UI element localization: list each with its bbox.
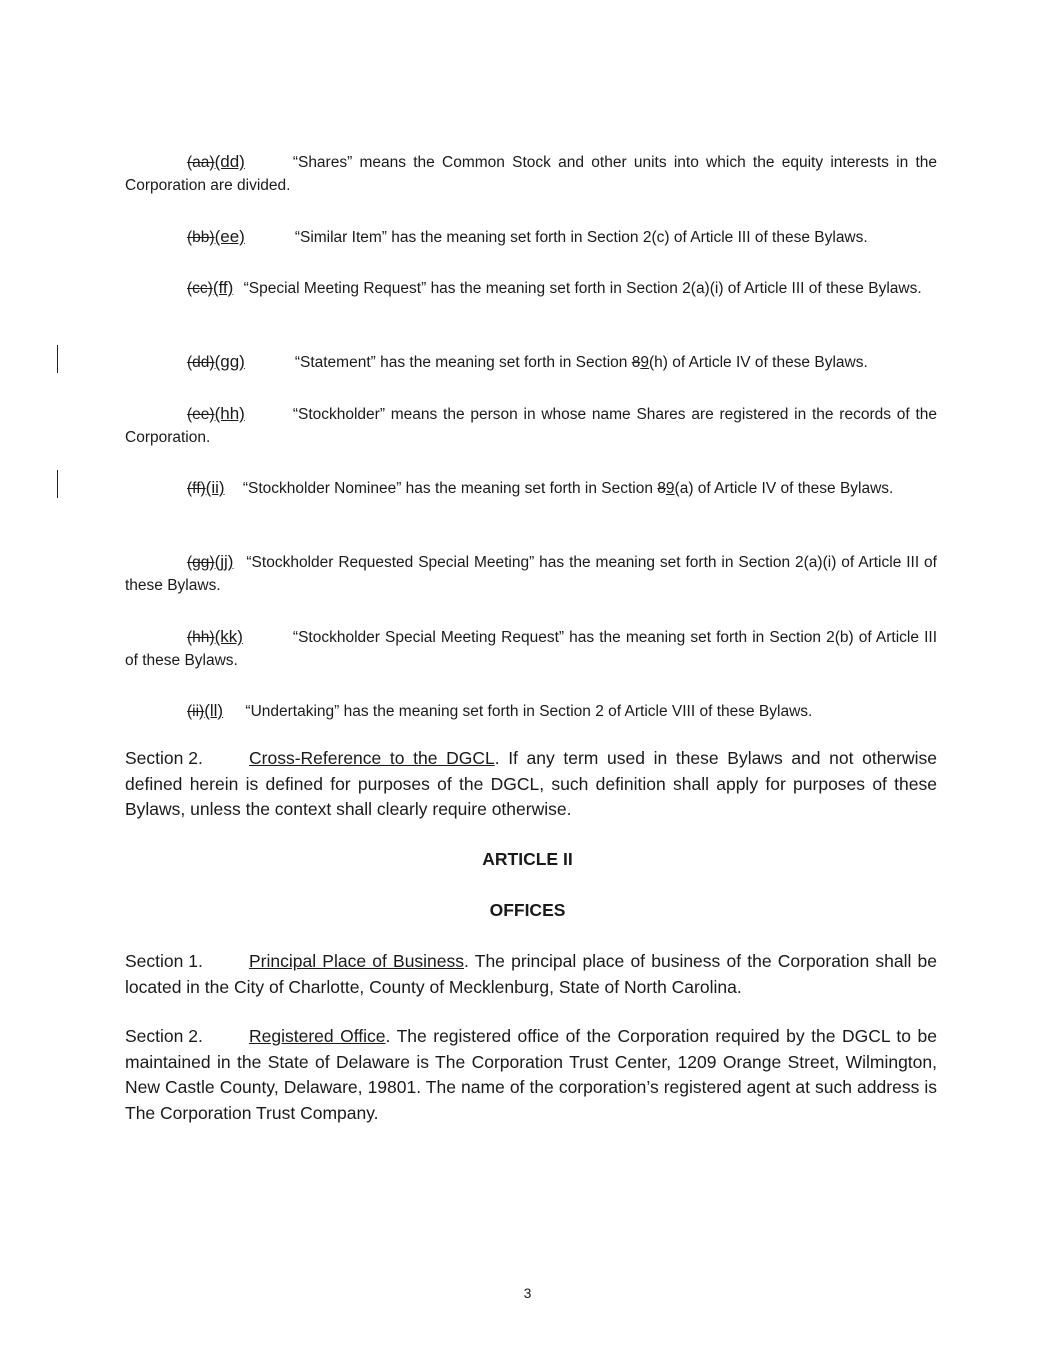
inserted-number: (ff) — [212, 278, 234, 297]
definition-shares — [125, 150, 937, 197]
section-cross-reference — [125, 746, 937, 823]
deleted-number: (aa) — [187, 154, 215, 171]
inserted-section-number: 9 — [665, 480, 675, 497]
article-title: OFFICES — [489, 900, 566, 920]
definition-similar-item — [125, 225, 937, 249]
section-title: Registered Office — [249, 1026, 386, 1046]
section-text: . The principal place of business of the Corporation shall be located in the City of Charlotte, County of Mecklenburg, State of North Carolina. — [125, 951, 938, 997]
inserted-number: (ll) — [204, 701, 224, 720]
article-number: ARTICLE II — [482, 849, 573, 869]
section-label: Section 1. — [125, 951, 203, 971]
inserted-section-number: 9 — [640, 354, 649, 371]
deleted-section-number: 8 — [657, 480, 666, 497]
definition-text: “Stockholder” means the person in whose name Shares are registered in the records of the Corporation. — [125, 406, 937, 446]
inserted-number: (hh) — [214, 404, 245, 423]
definition-stockholder-requested-special-meeting — [125, 550, 937, 597]
page-number: 3 — [523, 1285, 532, 1301]
definition-text-end: (h) of Article IV of these Bylaws. — [648, 354, 868, 371]
definition-stockholder-nominee — [125, 476, 937, 500]
section-label: Section 2. — [125, 1026, 203, 1046]
section-label: Section 2. — [125, 748, 203, 768]
change-bar — [57, 470, 58, 498]
section-registered-office — [125, 1024, 937, 1126]
definition-text: “Stockholder Requested Special Meeting” has the meaning set forth in Section 2(a)(i) of Article III of these Bylaws. — [125, 554, 937, 594]
definition-text: “Stockholder Nominee” has the meaning set forth in Section — [242, 480, 658, 497]
inserted-number: (ee) — [214, 227, 245, 246]
section-text: . If any term used in these Bylaws and not otherwise defined herein is defined for purposes of the DGCL, such definition shall apply for purposes of these Bylaws, unless the context shall clearly require otherwise. — [125, 748, 938, 819]
section-title: Cross-Reference to the DGCL — [249, 748, 495, 768]
inserted-number: (dd) — [214, 152, 245, 171]
definition-text: “Similar Item” has the meaning set forth in Section 2(c) of Article III of these Bylaws. — [294, 229, 868, 246]
deleted-number: (bb) — [187, 229, 215, 246]
definition-special-meeting-request — [125, 276, 937, 300]
change-bar — [57, 345, 58, 373]
definition-text-end: (a) of Article IV of these Bylaws. — [674, 480, 894, 497]
inserted-number: (kk) — [214, 627, 243, 646]
deleted-number: (gg) — [187, 554, 215, 571]
deleted-section-number: 8 — [631, 354, 641, 371]
definition-undertaking — [125, 699, 937, 723]
definition-text: “Undertaking” has the meaning set forth in Section 2 of Article VIII of these Bylaws. — [245, 703, 813, 720]
section-text: . The registered office of the Corporation required by the DGCL to be maintained in the State of Delaware is The Corporation Trust Center, 1209 Orange Street, Wilmington, New Castle County, Delaware, 19801. The name of the corporation’s registered agent at such address is The Corporation Trust Company. — [125, 1026, 937, 1123]
inserted-number: (ii) — [205, 478, 225, 497]
definition-text: “Statement” has the meaning set forth in Section — [294, 354, 632, 371]
deleted-number: (hh) — [187, 629, 215, 646]
deleted-number: (dd) — [187, 354, 215, 371]
deleted-number: (ii) — [187, 703, 205, 720]
section-principal-place — [125, 949, 937, 1000]
definition-text: “Shares” means the Common Stock and other units into which the equity interests in the Corporation are divided. — [125, 154, 937, 194]
definition-text: “Special Meeting Request” has the meaning set forth in Section 2(a)(i) of Article III of these Bylaws. — [243, 280, 922, 297]
deleted-number: (cc) — [187, 280, 213, 297]
deleted-number: (ff) — [187, 480, 206, 497]
section-title: Principal Place of Business — [249, 951, 465, 971]
inserted-number: (gg) — [214, 352, 245, 371]
deleted-number: (ee) — [187, 406, 215, 423]
definition-statement — [125, 350, 937, 374]
definition-stockholder — [125, 402, 937, 449]
definition-stockholder-special-meeting-request — [125, 625, 937, 672]
definition-text: “Stockholder Special Meeting Request” has the meaning set forth in Section 2(b) of Article III of these Bylaws. — [125, 629, 937, 669]
inserted-number: (jj) — [214, 552, 234, 571]
